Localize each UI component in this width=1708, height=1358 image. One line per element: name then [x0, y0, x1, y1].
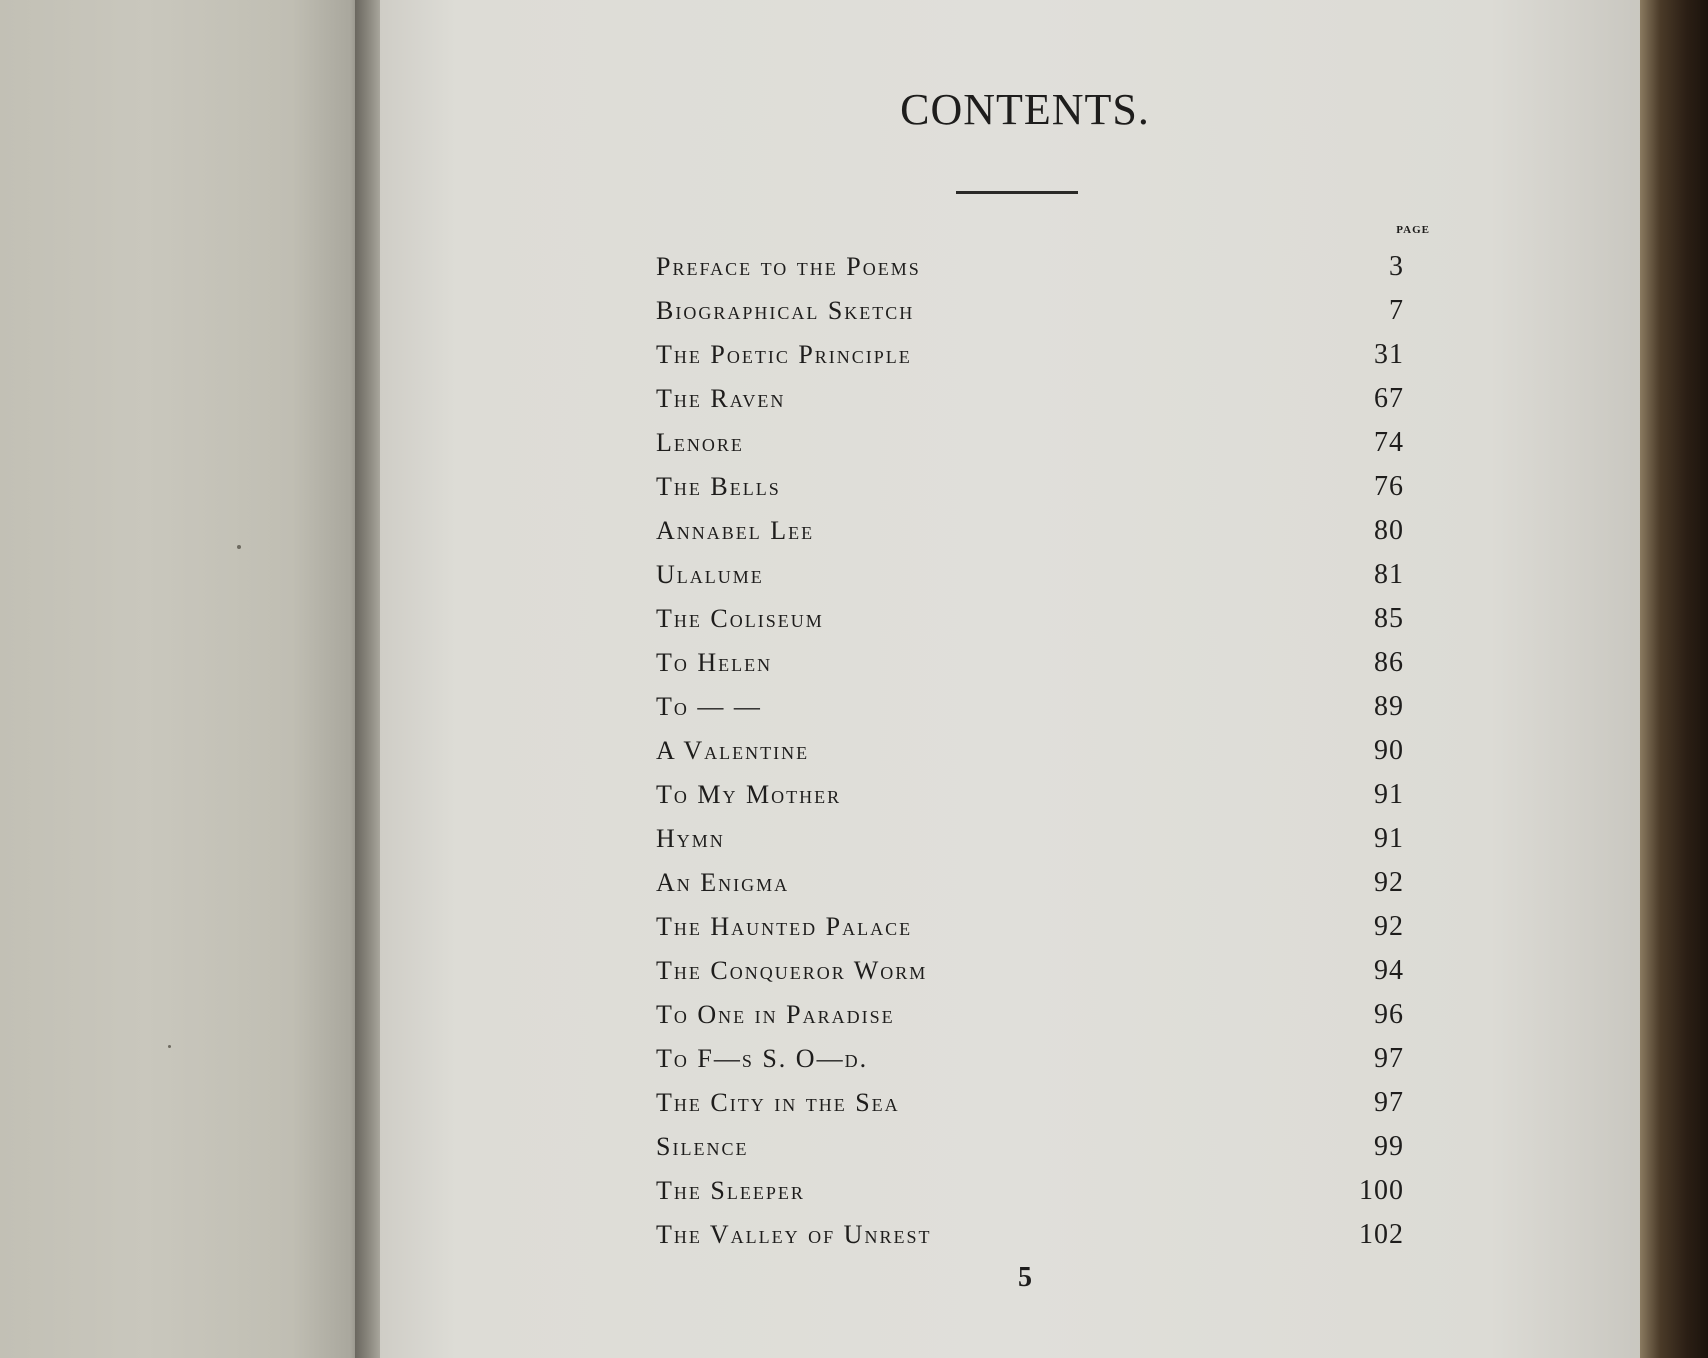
- toc-entry-page: 80: [1374, 515, 1404, 546]
- toc-entry-page: 97: [1374, 1043, 1404, 1074]
- toc-entry-page: 85: [1374, 603, 1404, 634]
- toc-entry-title: The City in the Sea: [656, 1088, 900, 1117]
- contents-page: [380, 0, 1642, 1358]
- book-cover-edge: [1640, 0, 1708, 1358]
- dot-leader: [878, 1037, 1338, 1067]
- toc-entry: [656, 597, 1404, 641]
- toc-entry-title: A Valentine: [656, 736, 810, 765]
- toc-entry: [656, 773, 1404, 817]
- dot-leader: [910, 1081, 1338, 1111]
- dot-leader: [834, 597, 1338, 627]
- toc-entry-title: To One in Paradise: [656, 1000, 895, 1029]
- toc-entry-title: Annabel Lee: [656, 516, 815, 545]
- paper-speck: [168, 1045, 171, 1048]
- dot-leader: [819, 729, 1338, 759]
- paper-speck: [237, 545, 241, 549]
- toc-entry-title: The Sleeper: [656, 1176, 805, 1205]
- toc-entry-title: Hymn: [656, 824, 725, 853]
- toc-entry-title: The Coliseum: [656, 604, 824, 633]
- dot-leader: [795, 377, 1338, 407]
- toc-entry-title: Silence: [656, 1132, 749, 1161]
- toc-entry-page: 91: [1374, 779, 1404, 810]
- dot-leader: [758, 1125, 1338, 1155]
- toc-entry: [656, 245, 1404, 289]
- toc-entry-page: 102: [1359, 1219, 1404, 1250]
- dot-leader: [774, 553, 1338, 583]
- dot-leader: [782, 641, 1338, 671]
- title-rule: [956, 191, 1078, 194]
- page-title: CONTENTS.: [900, 85, 1150, 134]
- toc-entry-page: 100: [1359, 1175, 1404, 1206]
- toc-entry-title: An Enigma: [656, 868, 790, 897]
- toc-entry-page: 92: [1374, 911, 1404, 942]
- toc-entry: [656, 1125, 1404, 1169]
- toc-entry-page: 91: [1374, 823, 1404, 854]
- toc-entry-page: 31: [1374, 339, 1404, 370]
- toc-entry-page: 92: [1374, 867, 1404, 898]
- toc-entry-page: 74: [1374, 427, 1404, 458]
- toc-entry-title: The Bells: [656, 472, 781, 501]
- toc-entry: [656, 289, 1404, 333]
- toc-entry-page: 86: [1374, 647, 1404, 678]
- toc-entry-title: The Conqueror Worm: [656, 956, 928, 985]
- toc-entry-title: Ulalume: [656, 560, 764, 589]
- toc-entry-page: 7: [1389, 295, 1404, 326]
- toc-entry: [656, 993, 1404, 1037]
- toc-entry: [656, 729, 1404, 773]
- toc-entry-title: The Haunted Palace: [656, 912, 913, 941]
- toc-entry-title: The Poetic Principle: [656, 340, 912, 369]
- dot-leader: [772, 685, 1338, 715]
- toc-entry-page: 96: [1374, 999, 1404, 1030]
- page-column-label: page: [1396, 220, 1430, 237]
- toc-entry: [656, 861, 1404, 905]
- dot-leader: [851, 773, 1338, 803]
- page-number: 5: [1018, 1262, 1032, 1293]
- toc-entry: [656, 905, 1404, 949]
- toc-entry: [656, 949, 1404, 993]
- toc-entry-page: 67: [1374, 383, 1404, 414]
- toc-entry-page: 99: [1374, 1131, 1404, 1162]
- dot-leader: [754, 421, 1338, 451]
- dot-leader: [937, 949, 1338, 979]
- toc-entry: [656, 333, 1404, 377]
- dot-leader: [815, 1169, 1338, 1199]
- dot-leader: [905, 993, 1338, 1023]
- dot-leader: [924, 289, 1338, 319]
- toc-entry-title: To My Mother: [656, 780, 842, 809]
- toc-entry: [656, 553, 1404, 597]
- dot-leader: [735, 817, 1338, 847]
- toc-entry: [656, 465, 1404, 509]
- toc-entry: [656, 817, 1404, 861]
- left-page: [0, 0, 365, 1358]
- toc-entry-title: Preface to the Poems: [656, 252, 921, 281]
- toc-entry-page: 94: [1374, 955, 1404, 986]
- dot-leader: [791, 465, 1338, 495]
- toc-entry: [656, 1213, 1404, 1257]
- dot-leader: [922, 905, 1338, 935]
- dot-leader: [922, 333, 1338, 363]
- table-of-contents: [656, 245, 1404, 1257]
- dot-leader: [931, 245, 1338, 275]
- toc-entry: [656, 1169, 1404, 1213]
- toc-entry-page: 81: [1374, 559, 1404, 590]
- toc-entry-title: The Valley of Unrest: [656, 1220, 932, 1249]
- dot-leader: [824, 509, 1338, 539]
- toc-entry: [656, 1037, 1404, 1081]
- toc-entry-page: 76: [1374, 471, 1404, 502]
- toc-entry-page: 97: [1374, 1087, 1404, 1118]
- toc-entry-title: Lenore: [656, 428, 744, 457]
- toc-entry-title: To Helen: [656, 648, 773, 677]
- toc-entry-page: 3: [1389, 251, 1404, 282]
- toc-entry-title: To — —: [656, 692, 762, 721]
- toc-entry: [656, 509, 1404, 553]
- toc-entry: [656, 421, 1404, 465]
- toc-entry-page: 90: [1374, 735, 1404, 766]
- toc-entry-title: To F—s S. O—d.: [656, 1044, 869, 1073]
- dot-leader: [941, 1213, 1338, 1243]
- toc-entry-title: Biographical Sketch: [656, 296, 915, 325]
- toc-entry-page: 89: [1374, 691, 1404, 722]
- toc-entry: [656, 685, 1404, 729]
- toc-entry-title: The Raven: [656, 384, 786, 413]
- toc-entry: [656, 1081, 1404, 1125]
- dot-leader: [799, 861, 1338, 891]
- toc-entry: [656, 377, 1404, 421]
- toc-entry: [656, 641, 1404, 685]
